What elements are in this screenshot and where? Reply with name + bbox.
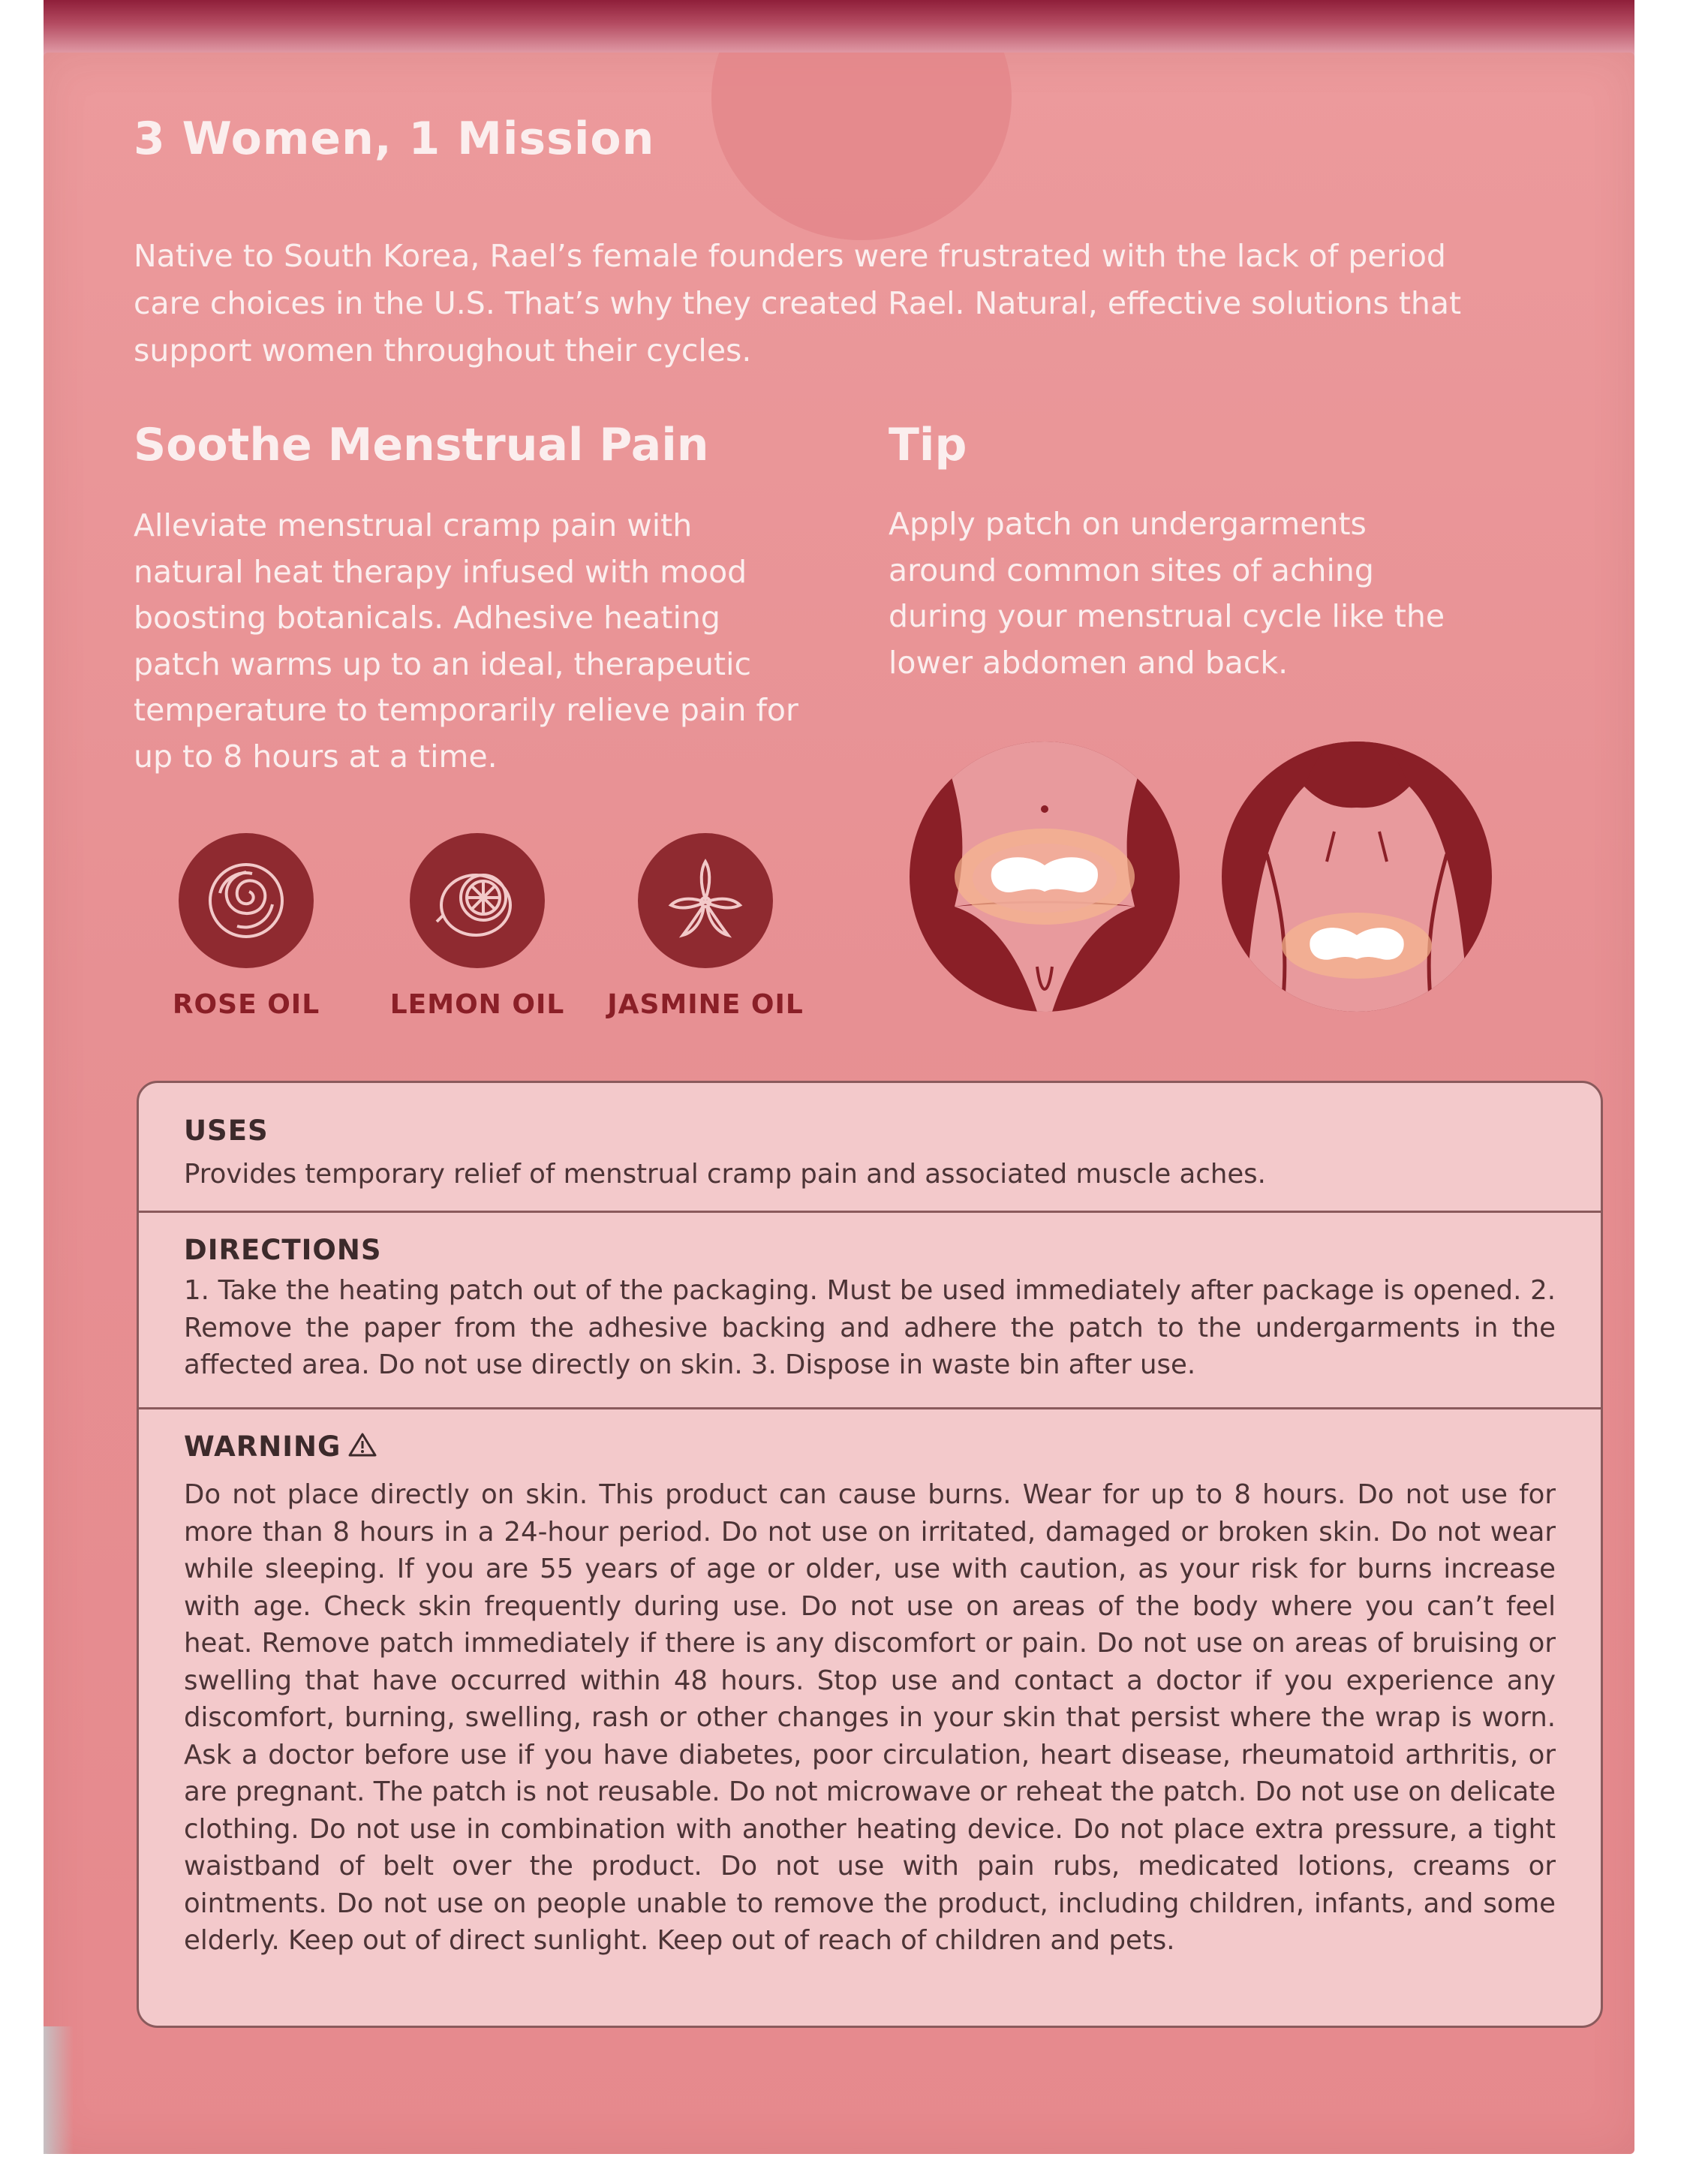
box-top-flap bbox=[44, 0, 1634, 57]
warning-section bbox=[139, 1407, 1601, 2026]
tip-text: Apply patch on undergarments around common sites of aching during your menstrual cycle like the lower abdomen and back. bbox=[889, 506, 1445, 681]
oil-label-rose: ROSE OIL bbox=[172, 989, 320, 1020]
warning-triangle-icon bbox=[348, 1432, 377, 1458]
directions-title: DIRECTIONS bbox=[184, 1234, 382, 1266]
rose-icon bbox=[179, 833, 314, 968]
soothe-heading: Soothe Menstrual Pain bbox=[134, 419, 709, 471]
mission-text: Native to South Korea, Rael’s female founders were frustrated with the lack of period care choices in the U.S. That’s why they created Rael. Natural, effective solutions that support women throughout their cycles. bbox=[134, 238, 1462, 369]
warning-text: Do not place directly on skin. This product can cause burns. Wear for up to 8 hours. Do not use for more than 8 hours in a 24-hour period. Do not use on irritated, damaged or broken skin. Do not wear while sleeping. If you are 55 years of age or older, use with caution, as your risk for burns increase with age. Check skin frequently during use. Do not use on areas of the body where you can’t feel heat. Remove patch immediately if there is any discomfort or pain. Do not use on areas of bruising or swelling that have occurred within 48 hours. Stop use and contact a doctor if you experience any discomfort, burning, swelling, rash or other changes in your skin that persist where the wrap is worn. Ask a doctor before use if you have diabetes, poor circulation, heart disease, rheumatoid arthritis, or are pregnant. The patch is not reusable. Do not microwave or reheat the patch. Do not use on delicate clothing. Do not use in combination with another heating device. Do not place extra pressure, a tight waistband of belt over the product. Do not use with pain rubs, medicated lotions, creams or ointments. Do not use on people unable to remove the product, including children, infants, and some elderly. Keep out of direct sunlight. Keep out of reach of children and pets. bbox=[184, 1479, 1556, 1956]
box-tab-cutout bbox=[711, 53, 1012, 240]
warning-title-row bbox=[184, 1430, 1556, 1463]
oil-label-jasmine: JASMINE OIL bbox=[607, 989, 804, 1020]
oil-label-lemon: LEMON OIL bbox=[389, 989, 565, 1020]
mission-heading: 3 Women, 1 Mission bbox=[134, 113, 655, 165]
tip-heading: Tip bbox=[889, 419, 967, 471]
abdomen-patch-icon bbox=[910, 742, 1180, 1012]
uses-text: Provides temporary relief of menstrual cramp pain and associated muscle aches. bbox=[184, 1159, 1266, 1190]
info-panel bbox=[137, 1081, 1603, 2028]
jasmine-icon bbox=[638, 833, 773, 968]
directions-section bbox=[139, 1211, 1601, 1407]
box-edge-shadow bbox=[44, 2026, 74, 2154]
uses-section bbox=[139, 1083, 1601, 1211]
warning-title: WARNING bbox=[184, 1430, 341, 1463]
directions-text: 1. Take the heating patch out of the packaging. Must be used immediately after package is opened. 2. Remove the paper from the adhesive backing and adhere the patch to the undergarments in the affected area. Do not use directly on skin. 3. Dispose in waste bin after use. bbox=[184, 1275, 1556, 1380]
back-patch-icon bbox=[1222, 742, 1492, 1012]
lemon-icon bbox=[410, 833, 545, 968]
soothe-text: Alleviate menstrual cramp pain with natural heat therapy infused with mood boosting botanicals. Adhesive heating patch warms up to an ideal, therapeutic temperature to temporarily relieve pain for up to 8 hours at a time. bbox=[134, 507, 798, 775]
uses-title: USES bbox=[184, 1115, 269, 1147]
